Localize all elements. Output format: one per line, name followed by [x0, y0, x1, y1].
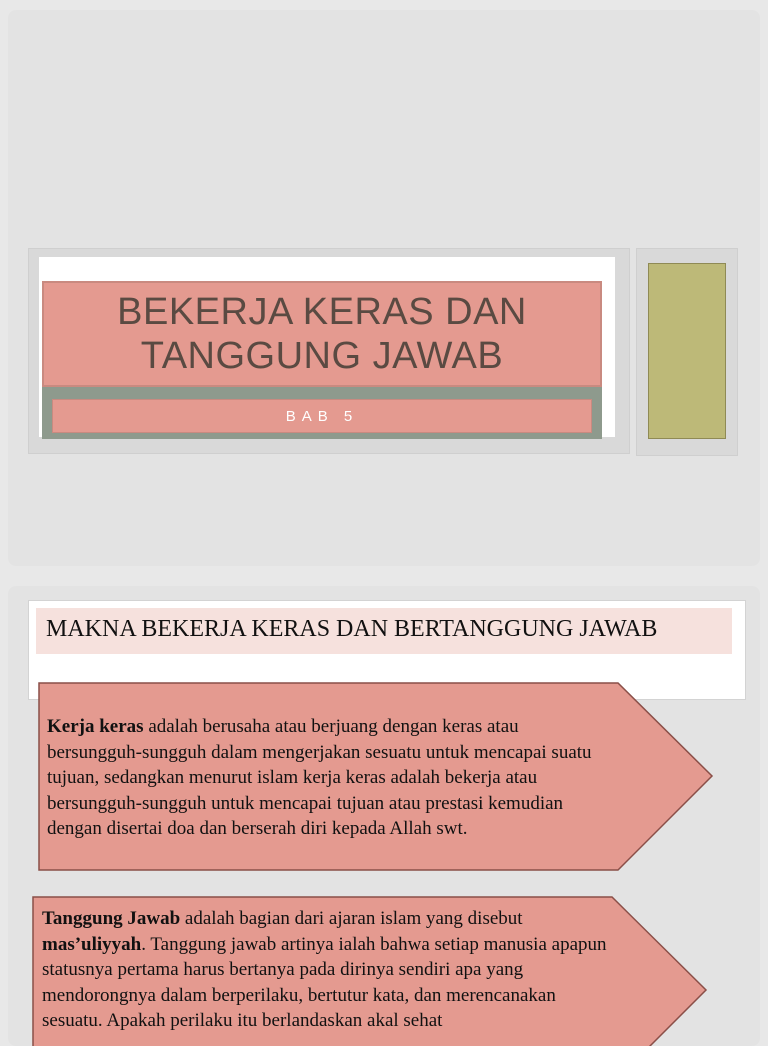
content-slide [8, 586, 760, 1046]
slide-subtitle: BAB 5 [285, 407, 359, 425]
tanggung-jawab-text-b: . Tanggung jawab artinya ialah bahwa setiap manusia apapun statusnya pertama harus bertanya pada dirinya sendiri apa yang mendorongnya dalam berperilaku, bertutur kata, dan merencanakan sesuatu. Apakah perilaku itu berlandaskan akal sehat [42, 933, 607, 1031]
kerja-keras-text: adalah berusaha atau berjuang dengan keras atau bersungguh-sungguh dalam mengerjakan sesuatu untuk mencapai suatu tujuan, sedangkan menurut islam kerja keras adalah bekerja atau bersungguh-sungguh untuk mencapai tujuan atau prestasi kemudian dengan disertai doa dan berserah diri kepada Allah swt. [47, 716, 592, 839]
side-decoration-frame [636, 248, 738, 456]
masuliyyah-term: mas’uliyyah [42, 933, 142, 955]
tanggung-jawab-term: Tanggung Jawab [42, 908, 181, 929]
subtitle-band [52, 399, 592, 433]
title-band [42, 281, 602, 387]
tanggung-jawab-definition [42, 906, 617, 1034]
kerja-keras-definition [47, 714, 617, 842]
kerja-keras-term: Kerja keras [47, 716, 144, 737]
side-decoration-block [648, 263, 726, 439]
tanggung-jawab-text-a: adalah bagian dari ajaran islam yang disebut [180, 908, 523, 929]
slide-title: BEKERJA KERAS DAN TANGGUNG JAWAB [117, 291, 527, 377]
slide-heading: MAKNA BEKERJA KERAS DAN BERTANGGUNG JAWAB [46, 616, 658, 642]
title-slide [8, 10, 760, 566]
